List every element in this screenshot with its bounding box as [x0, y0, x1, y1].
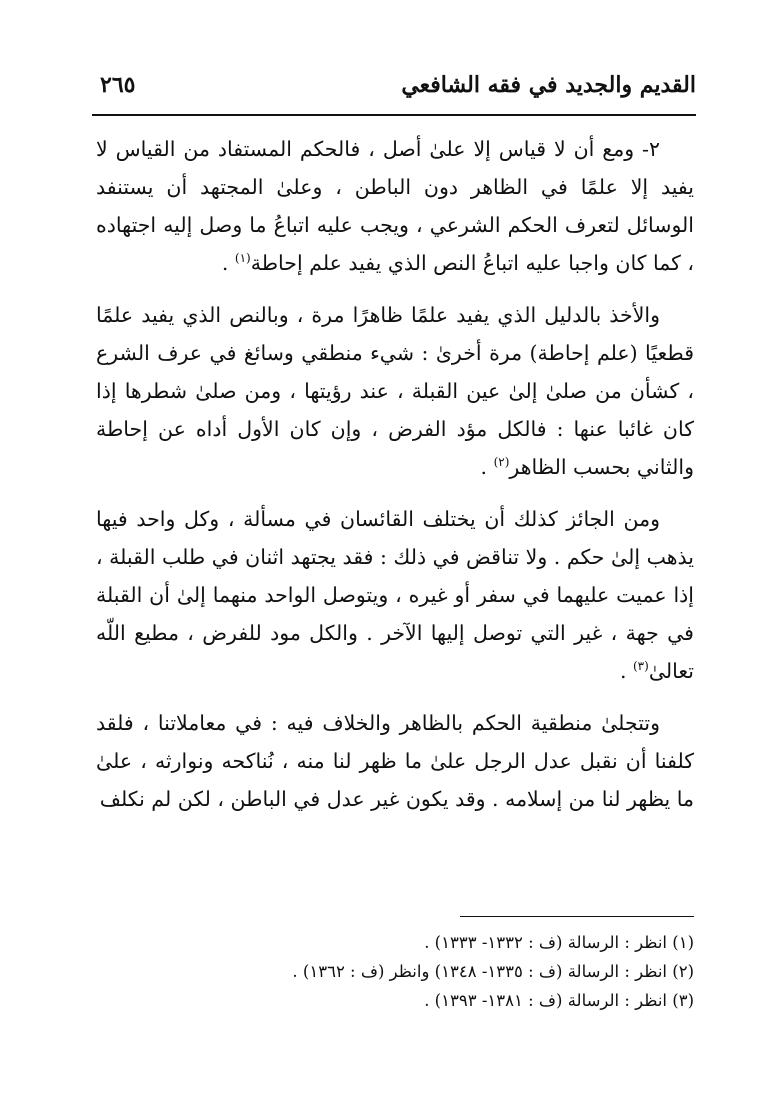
header-divider [92, 114, 696, 116]
running-title: القديم والجديد في فقه الشافعي [401, 72, 696, 98]
paragraph-qiyas-knowledge: ٢- ومع أن لا قياس إلا علىٰ أصل ، فالحكم المستفاد من القياس لا يفيد إلا علمًا في الظاهر دون الباطن ، وعلىٰ المجتهد أن يستنفد الوسائل لتعرف الحكم الشرعي ، ويجب عليه اتباعُ ما وصل إليه اجتهاده ، كما كان واجبا عليه اتباعُ النص الذي يفيد علم إحاطة$^{(١)}$ . [96, 137, 694, 275]
footnote-divider [460, 916, 694, 917]
paragraph-evidence-types: والأخذ بالدليل الذي يفيد علمًا ظاهرًا مرة ، وبالنص الذي يفيد علمًا قطعيًا (علم إحاطة) مرة أخرىٰ : شيء منطقي وسائغ في عرف الشرع ، كشأن من صلىٰ إلىٰ عين القبلة ، عند رؤيتها ، ومن صلىٰ شطرها إذا كان غائبا عنها : فالكل مؤد الفرض ، وإن كان الأول أداه عن إحاطة والثاني بحسب الظاهر$^{(٢)}$ . [96, 303, 694, 479]
footnote-ref-2: (٢) [493, 455, 510, 470]
main-text [96, 130, 694, 832]
page-number: ٢٦٥ [100, 72, 136, 98]
footnote-3: (٣) انظر : الرسالة (ف : ١٣٨١- ١٣٩٣) . [424, 991, 694, 1010]
running-header [92, 66, 696, 112]
footnote-2: (٢) انظر : الرسالة (ف : ١٣٣٥- ١٣٤٨) وانظر (ف : ١٣٦٢) . [292, 962, 694, 981]
footnote-ref-1: (١) [234, 251, 251, 266]
paragraph-dealings: وتتجلىٰ منطقية الحكم بالظاهر والخلاف فيه : في معاملاتنا ، فلقد كلفنا أن نقبل عدل الرجل علىٰ ما ظهر لنا منه ، نُناكحه ونوارثه ، علىٰ ما يظهر لنا من إسلامه . وقد يكون غير عدل في الباطن ، لكن لم نكلف [96, 711, 694, 811]
footnote-ref-3: (٣) [632, 659, 649, 674]
footnotes [96, 928, 694, 1015]
paragraph-qibla-disagreement: ومن الجائز كذلك أن يختلف القائسان في مسألة ، وكل واحد فيها يذهب إلىٰ حكم . ولا تناقض في ذلك : فقد يجتهد اثنان في طلب القبلة ، إذا عميت عليهما في سفر أو غيره ، ويتوصل الواحد منهما إلىٰ أن القبلة في جهة ، غير التي توصل إليها الآخر . والكل مود للفرض ، مطيع اللّه تعالىٰ$^{(٣)}$ . [96, 507, 694, 683]
footnote-1: (١) انظر : الرسالة (ف : ١٣٣٢- ١٣٣٣) . [424, 933, 694, 952]
